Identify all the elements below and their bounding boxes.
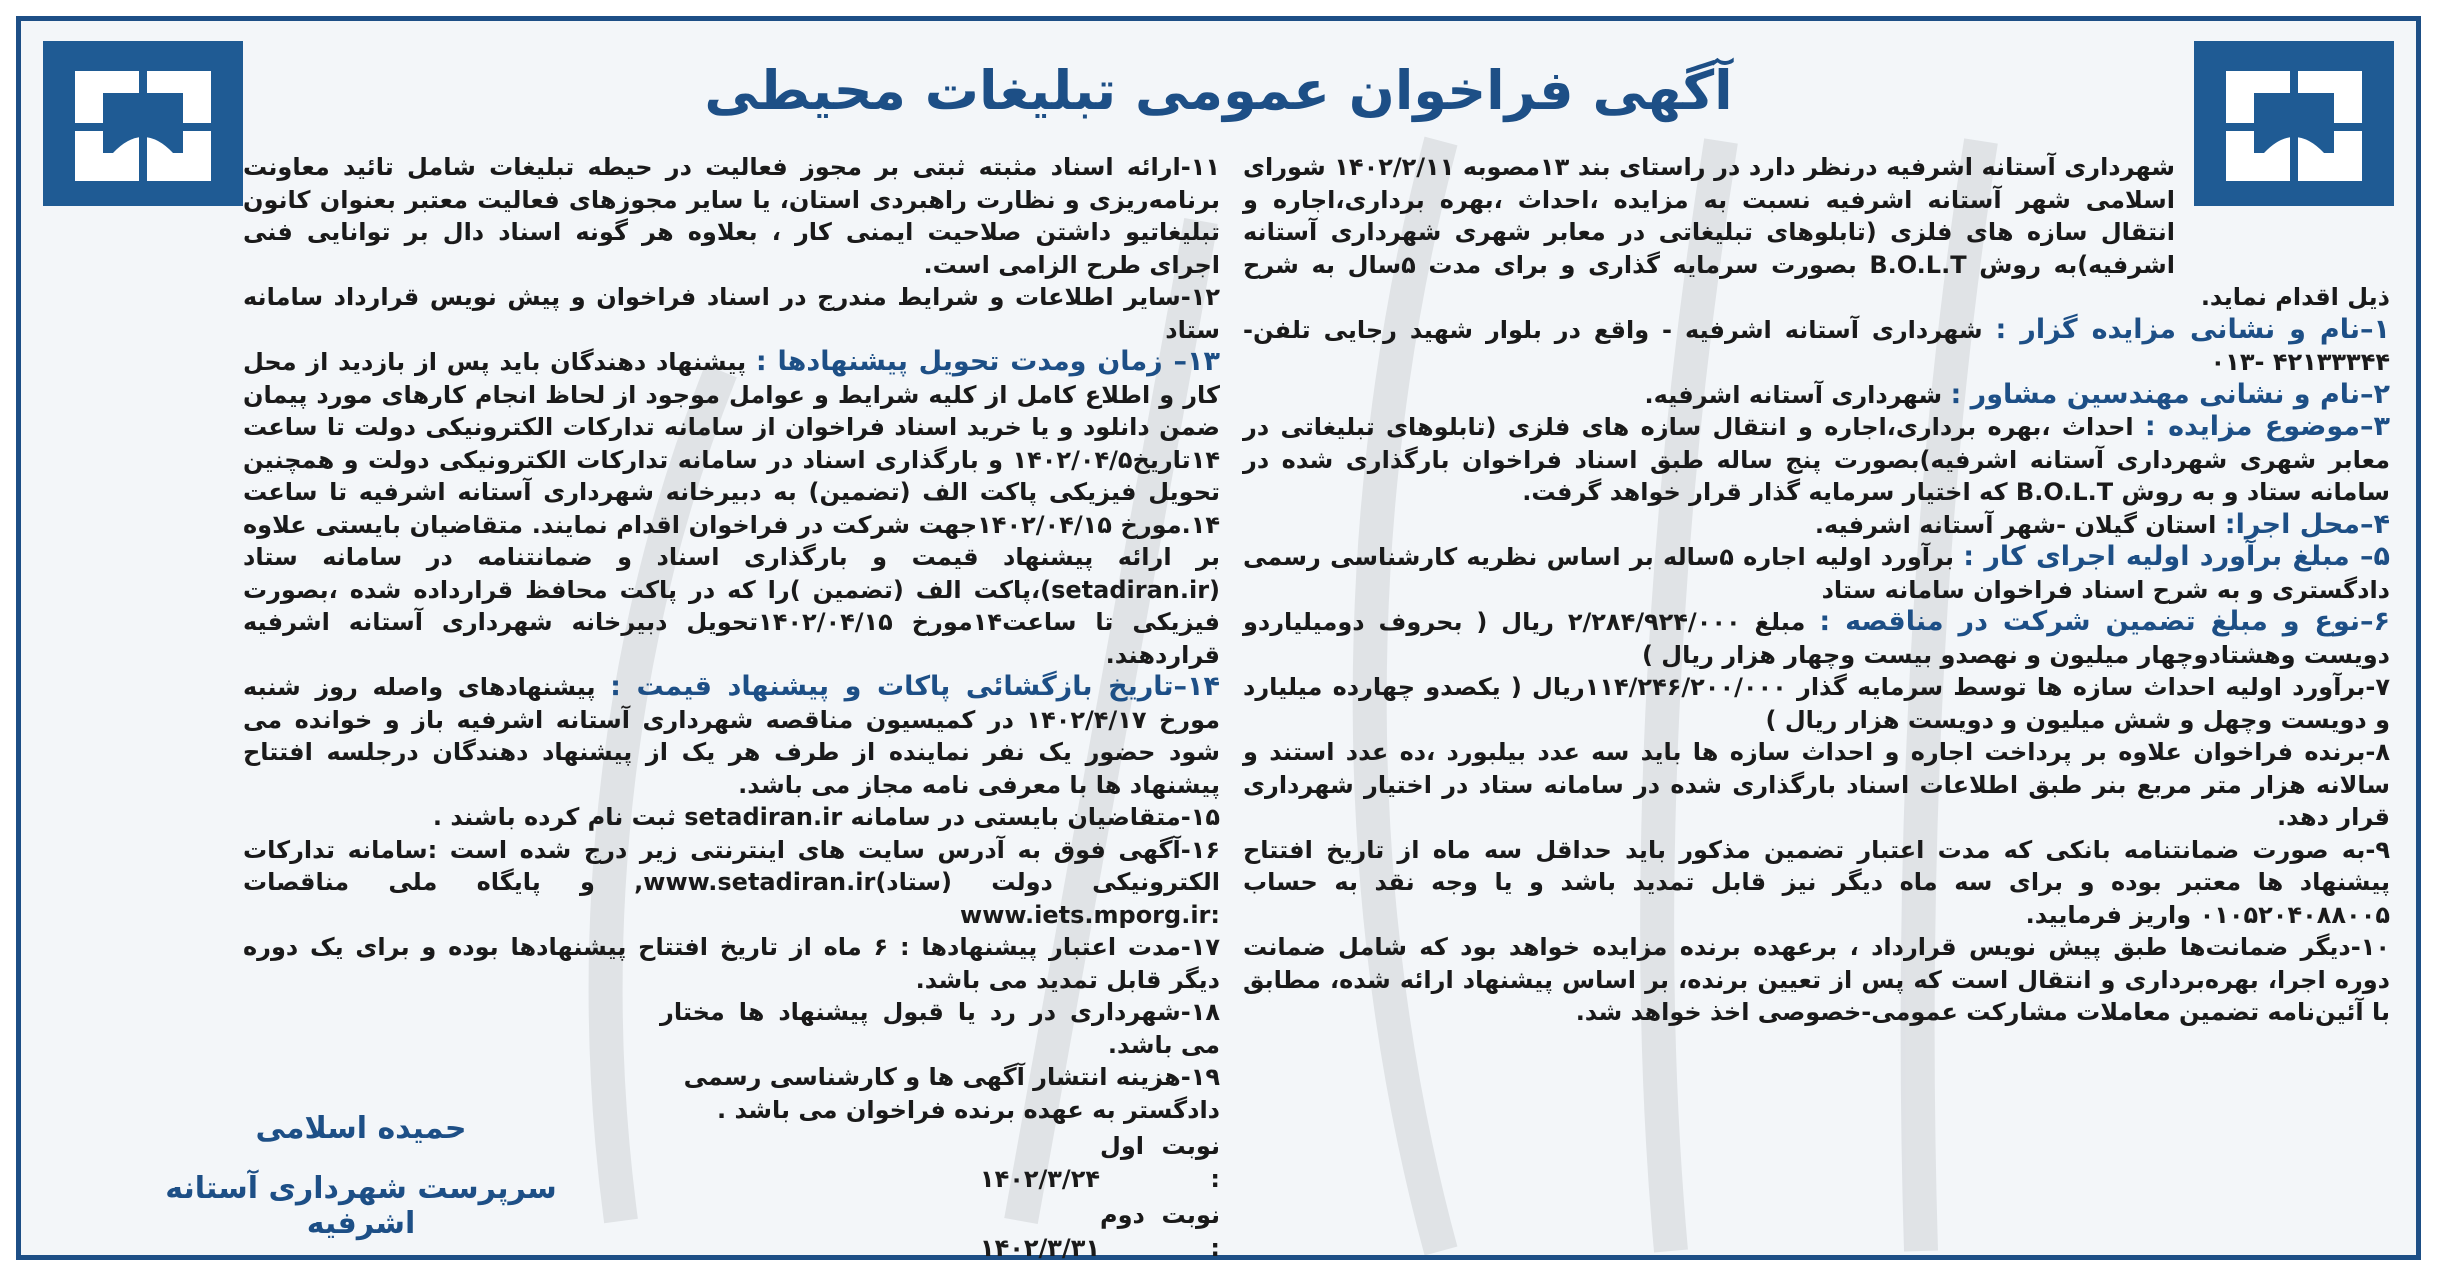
clause-6: ۶–نوع و مبلغ تضمین شرکت در مناقصه : مبلغ ۲/۲۸۴/۹۲۴/۰۰۰ ریال ( بحروف دومیلیاردو دویست وهشتادوچهار میلیون و نهصدو بیست وچهار هزار ریال ) [1243,606,2390,669]
clause-5: ۵– مبلغ برآورد اولیه اجرای کار : برآورد اولیه اجاره ۵ساله بر اساس نظریه کارشناسی رسمی دادگستری و به شرح اسناد فراخوان سامانه ستاد [1243,541,2390,604]
publication-first: نوبت اول :۱۴۰۲/۳/۲۴ [979,1132,1220,1193]
clause-8: ۸-برنده فراخوان علاوه بر پرداخت اجاره و احداث سازه ها باید سه عدد بیلبورد ،ده عدد استند و سالانه هزار متر مربع بنر طبق اطلاعات اسناد بارگذاری شده در سامانه ستاد در اختیار شهرداری قرار دهد. [1243,738,2390,831]
page-title: آگهی فراخوان عمومی تبلیغات محیطی [704,59,1733,122]
clause-17: ۱۷-مدت اعتبار پیشنهادها : ۶ ماه از تاریخ افتتاح پیشنهادها بوده و برای یک دوره دیگر قابل تمدید می باشد. [243,933,1220,994]
clause-11: ۱۱-ارائه اسناد مثبته ثبتی بر مجوز فعالیت در حیطه تبلیغات شامل تائید معاونت برنامه‌ریزی و نظارت راهبردی استان، یا سایر مجوزهای فعالیت معتبر بعنوان کانون تبلیغاتیو داشتن صلاحیت ایمنی کار ، بعلاوه هر گونه اسناد دال بر توانایی فنی اجرای طرح الزامی است. [243,153,1220,279]
signature-role: سرپرست شهرداری آستانه اشرفیه [165,1171,557,1241]
announcement-frame [16,16,2421,1260]
clause-7: ۷-برآورد اولیه احداث سازه ها توسط سرمایه گذار ۱۱۴/۲۴۶/۲۰۰/۰۰۰ریال ( یکصدو چهارده میلیارد و دویست وچهل و شش میلیون و دویست هزار ریال ) [1243,673,2390,734]
intro-paragraph: شهرداری آستانه اشرفیه درنظر دارد در راستای بند ۱۳مصوبه ۱۴۰۲/۲/۱۱ شورای اسلامی شهر آستانه اشرفیه نسبت به مزایده ،احداث ،بهره برداری،اجاره و انتقال سازه های فلزی (تابلوهای تبلیغاتی در معابر شهری شهرداری آستانه اشرفیه)به روش B.O.L.T بصورت سرمایه گذاری و برای مدت ۵سال به شرح ذیل اقدام نماید. [1243,153,2390,311]
clause-19: ۱۹-هزینه انتشار آگهی ها و کارشناسی رسمی دادگستر به عهده برنده فراخوان می باشد . [683,1063,1220,1124]
clause-4: ۴–محل اجرا: استان گیلان -شهر آستانه اشرفیه. [1814,508,2390,540]
clause-18: ۱۸-شهرداری در رد یا قبول پیشنهاد ها مختار می باشد. [660,998,1220,1059]
clause-1: ۱–نام و نشانی مزایده گزار : شهرداری آستانه اشرفیه - واقع در بلوار شهید رجایی تلفن- ۴۲۱۳۳۳۴۴ -۰۱۳ [1243,313,2390,376]
clause-15: ۱۵-متقاضیان بایستی در سامانه setadiran.ir ثبت نام کرده باشند . [432,803,1220,831]
clause-12: ۱۲-سایر اطلاعات و شرایط مندرج در اسناد فراخوان و پیش نویس قرارداد سامانه ستاد [243,283,1220,344]
clause-2: ۲–نام و نشانی مهندسین مشاور : شهرداری آستانه اشرفیه. [1644,378,2390,410]
left-column [243,151,1220,1264]
clause-16: ۱۶-آگهی فوق به آدرس سایت های اینترنتی زیر درج شده است :سامانه تدارکات الکترونیکی دولت (ستاد)www.setadiran.ir, و پایگاه ملی مناقصات :www.iets.mporg.ir [243,835,1220,929]
clause-9: ۹-به صورت ضمانتنامه بانکی که مدت اعتبار تضمین مذکور باید حداقل سه ماه از تاریخ افتتاح پیشنهاد ها معتبر بوده و برای سه ماه دیگر نیز قابل تمدید باشد و یا وجه نقد به حساب ۰۱۰۵۲۰۴۰۸۸۰۰۵ واریز فرمایید. [1243,835,2390,929]
publication-second: نوبت دوم :۱۴۰۲/۳/۳۱ [979,1201,1220,1262]
clause-3: ۳–موضوع مزایده : احداث ،بهره برداری،اجاره و انتقال سازه های فلزی (تابلوهای تبلیغاتی در معابر شهری شهرداری آستانه اشرفیه)بصورت پنج ساله طبق اسناد فراخوان بارگذاری شده در سامانه ستاد و به روش B.O.L.T که اختیار سرمایه گذار قرار خواهد گرفت. [1243,411,2390,506]
clause-13: ۱۳– زمان ومدت تحویل پیشنهادها : پیشنهاد دهندگان باید پس از بازدید از محل کار و اطلاع کامل از کلیه شرایط و عوامل موجود از لحاظ انجام کارهای مورد پیمان ضمن دانلود و یا خرید اسناد فراخوان از سامانه تدارکات الکترونیکی دولت تا ساعت ۱۴تاریخ۱۴۰۲/۰۴/۵ و بارگذاری اسناد در سامانه تدارکات الکترونیکی دولت و همچنین تحویل فیزیکی پاکت الف (تضمین) به دبیرخانه شهرداری آستانه اشرفیه تا ساعت ۱۴.مورخ ۱۴۰۲/۰۴/۱۵جهت شرکت در فراخوان اقدام نمایند. متقاضیان بایستی علاوه بر ارائه پیشنهاد قیمت و بارگذاری اسناد و ضمانتنامه در سامانه ستاد (setadiran.ir)،پاکت الف (تضمین )را که در پاکت محافظ قرارداده شده ،بصورت فیزیکی تا ساعت۱۴مورخ ۱۴۰۲/۰۴/۱۵تحویل دبیرخانه شهرداری آستانه اشرفیه قراردهند. [243,346,1221,669]
clause-10: ۱۰-دیگر ضمانت‌ها طبق پیش نویس قرارداد ، برعهده برنده مزایده خواهد بود که شامل ضمانت دوره اجرا، بهره‌برداری و انتقال است که پس از تعیین برنده، بر اساس پیشنهاد ارائه شده، مطابق با آئین‌نامه تضمین معاملات مشارکت عمومی-خصوصی اخذ خواهد شد. [1243,933,2390,1026]
signature-name: حمیده اسلامی [255,1111,467,1146]
right-column [1243,151,2390,1029]
clause-14: ۱۴–تاریخ بازگشائی پاکات و پیشنهاد قیمت : پیشنهادهای واصله روز شنبه مورخ ۱۴۰۲/۴/۱۷ در کمیسیون مناقصه شهرداری آستانه اشرفیه باز و خوانده می شود حضور یک نفر نماینده از طرف هر یک از پیشنهاد دهندگان درجلسه افتتاح پیشنهاد ها با معرفی نامه مجاز می باشد. [243,671,1221,799]
